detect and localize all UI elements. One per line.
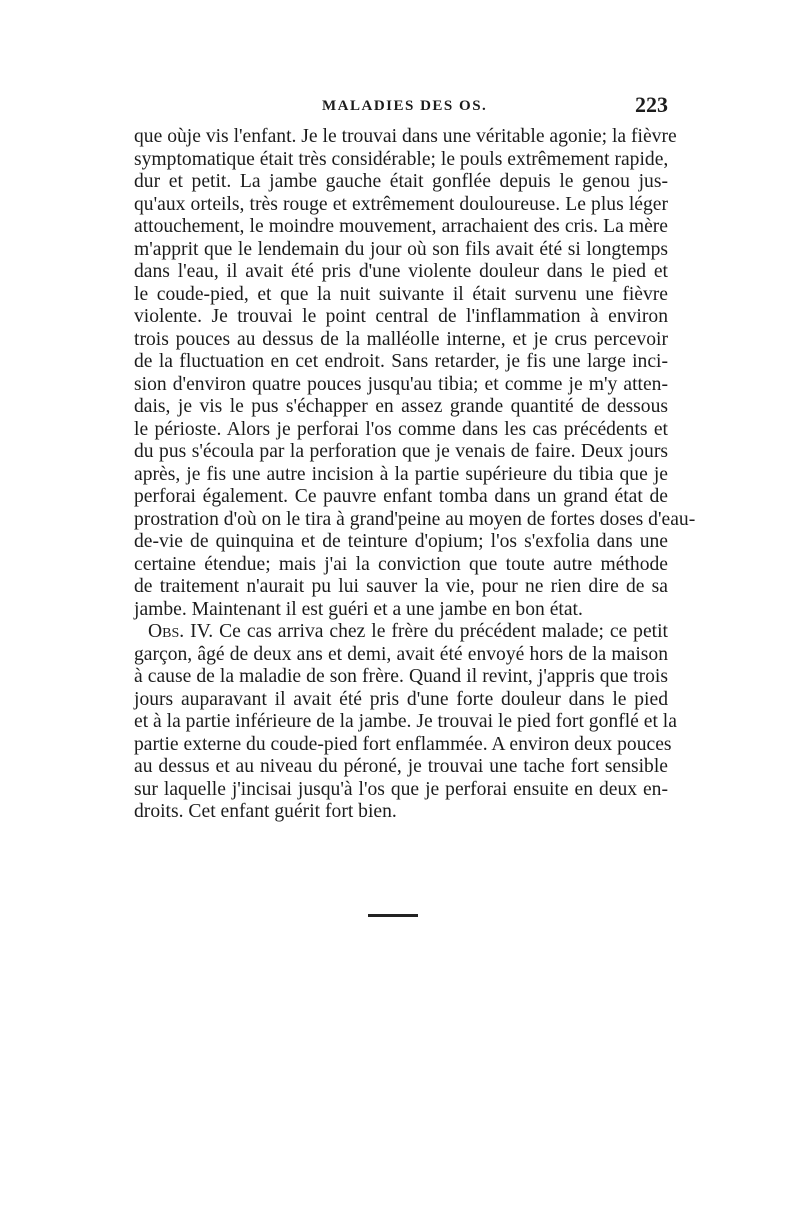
- body-text: [134, 126, 696, 824]
- text-line: et à la partie inférieure de la jambe. Je trouvai le pied fort gonflé et la: [134, 711, 677, 732]
- text-line: de la fluctuation en cet endroit. Sans retarder, je fis une large inci-: [134, 351, 668, 372]
- text-line: prostration d'où on le tira à grand'peine au moyen de fortes doses d'eau-: [134, 508, 696, 530]
- text-line: sion d'environ quatre pouces jusqu'au tibia; et comme je m'y atten-: [134, 373, 668, 395]
- text-line: de traitement n'aurait pu lui sauver la vie, pour ne rien dire de sa: [134, 576, 668, 597]
- text-line: attouchement, le moindre mouvement, arrachaient des cris. La mère: [134, 216, 668, 237]
- text-line: dais, je vis le pus s'échapper en assez grande quantité de dessous: [134, 396, 668, 417]
- section-divider-rule: [368, 914, 418, 917]
- text-line: perforai également. Ce pauvre enfant tomba dans un grand état de: [134, 486, 668, 507]
- text-segment: Ce cas arriva chez le frère du précédent malade; ce petit: [213, 621, 668, 642]
- text-line: le coude-pied, et que la nuit suivante il était survenu une fièvre: [134, 283, 668, 305]
- text-line: droits. Cet enfant guérit fort bien.: [134, 801, 397, 822]
- text-line: du pus s'écoula par la perforation que je venais de faire. Deux jours: [134, 441, 668, 462]
- text-line: après, je fis une autre incision à la partie supérieure du tibia que je: [134, 463, 668, 485]
- paragraph-1: [134, 126, 696, 621]
- text-line: symptomatique était très considérable; le pouls extrêmement rapide,: [134, 148, 669, 170]
- text-line: garçon, âgé de deux ans et demi, avait été envoyé hors de la maison: [134, 643, 668, 665]
- running-head: [134, 92, 668, 122]
- text-line: dans l'eau, il avait été pris d'une violente douleur dans le pied et: [134, 261, 668, 282]
- text-line: le périoste. Alors je perforai l'os comme dans les cas précédents et: [134, 418, 668, 440]
- observation-label: Obs. IV.: [148, 621, 214, 642]
- page-number: 223: [635, 92, 668, 117]
- running-title: MALADIES DES OS.: [322, 98, 488, 114]
- text-line: jours auparavant il avait été pris d'une forte douleur dans le pied: [134, 688, 668, 710]
- text-line: jambe. Maintenant il est guéri et a une jambe en bon état.: [134, 598, 583, 620]
- paragraph-2: [134, 621, 677, 824]
- text-line: partie externe du coude-pied fort enflammée. A environ deux pouces: [134, 733, 672, 755]
- text-line: dur et petit. La jambe gauche était gonflée depuis le genou jus-: [134, 171, 668, 192]
- text-line: trois pouces au dessus de la malléolle interne, et je crus percevoir: [134, 328, 668, 350]
- text-line: de-vie de quinquina et de teinture d'opium; l'os s'exfolia dans une: [134, 531, 668, 552]
- text-line: violente. Je trouvai le point central de l'inflammation à environ: [134, 306, 668, 327]
- text-line: [134, 621, 668, 644]
- text-line: à cause de la maladie de son frère. Quand il revint, j'appris que trois: [134, 666, 668, 687]
- text-line: m'apprit que le lendemain du jour où son fils avait été si longtemps: [134, 238, 668, 260]
- text-line: que oùje vis l'enfant. Je le trouvai dans une véritable agonie; la fièvre: [134, 126, 677, 147]
- text-line: certaine étendue; mais j'ai la conviction que toute autre méthode: [134, 553, 668, 575]
- text-line: au dessus et au niveau du péroné, je trouvai une tache fort sensible: [134, 756, 668, 777]
- text-line: sur laquelle j'incisai jusqu'à l'os que je perforai ensuite en deux en-: [134, 778, 668, 800]
- text-line: qu'aux orteils, très rouge et extrêmement douloureuse. Le plus léger: [134, 193, 668, 215]
